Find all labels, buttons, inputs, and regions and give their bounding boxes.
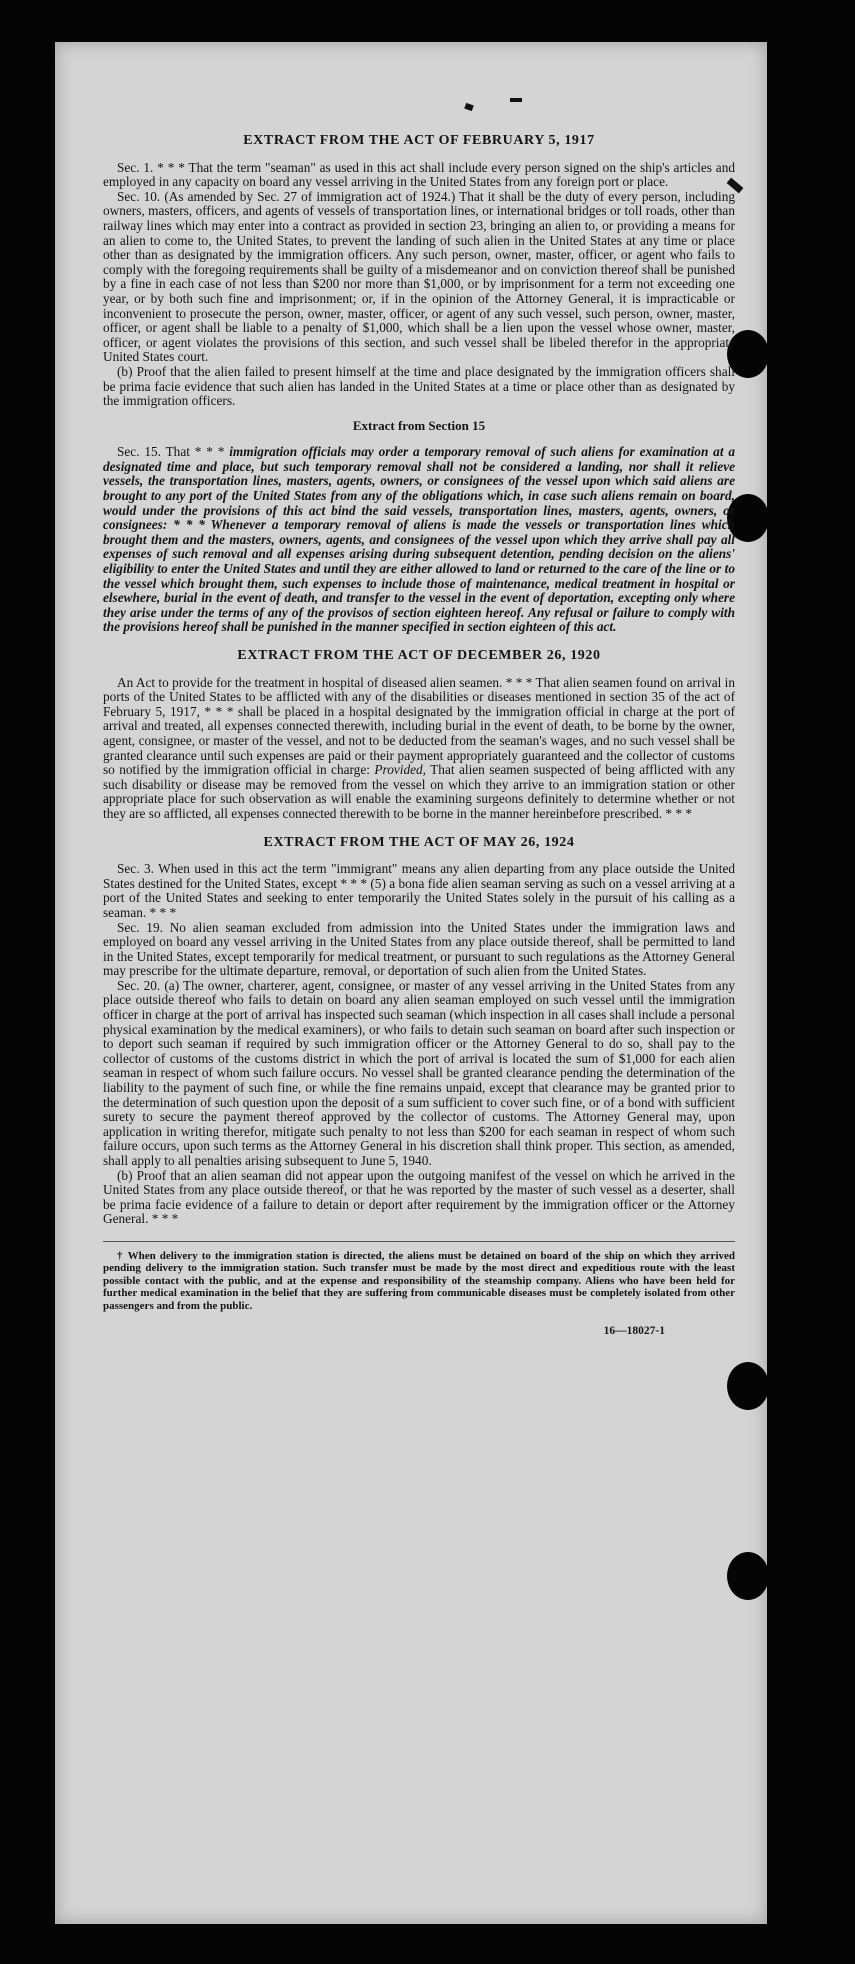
paragraph: (b) Proof that an alien seaman did not appear upon the outgoing manifest of the vessel on which he arrived in the United States from any place outside thereof, or that he was reported by the master of such vessel as a deserter, shall be prima facie evidence of a failure to detain or deport after requirement by the immigration officer or the Attorney General. * * * xyxy=(103,1167,735,1227)
paragraph xyxy=(103,676,735,822)
paragraph-text: That alien seamen suspected of being afflicted with any such disability or disease may be removed from the vessel on which they arrive to an immigration station or other appropriate place for such observation as will enable the examining surgeons definitely to determine whether or not they are so afflicted, all expenses connected therewith to be borne in the manner hereinbefore prescribed. * * * xyxy=(103,762,735,821)
paragraph: Sec. 1. * * * That the term "seaman" as used in this act shall include every person signed on the ship's articles and employed in any capacity on board any vessel arriving in the United States from any foreign port or place. xyxy=(103,159,735,190)
paragraph-text: An Act to provide for the treatment in hospital of diseased alien seamen. * * * That alien seamen found on arrival in ports of the United States to be afflicted with any of the disabilities or diseases mentioned in section 35 of the act of February 5, 1917, * * * shall be placed in a hospital designated by the immigration official in charge at the port of arrival and treated, all expenses connected therewith, including burial in the event of death, to be borne by the owner, agent, consignee, or master of the vessel, and not to be deducted from the seaman's wages, and no such vessel shall be granted clearance until such expenses are paid or their payment appropriately guaranteed and the collector of customs so notified by the immigration official in charge: xyxy=(103,674,735,778)
paragraph: Sec. 10. (As amended by Sec. 27 of immigration act of 1924.) That it shall be the duty of every person, including owners, masters, officers, and agents of vessels of transportation lines, or international bridges or toll roads, other than railway lines which may enter into a contract as provided in section 23, bringing an alien to, or providing a means for an alien to come to, the United States, to prevent the landing of such alien in the United States at any time or place other than as designated by the immigration officers. Any such person, owner, master, officer, or agent who fails to comply with the foregoing requirements shall be guilty of a misdemeanor and on conviction thereof shall be punished by a fine in each case of not less than $200 nor more than $1,000, or by imprisonment for a term not exceeding one year, or by both such fine and imprisonment; or, if in the opinion of the Attorney General, it is impracticable or inconvenient to prosecute the person, owner, master, officer, or agent of any such vessel, such person, owner, master, officer, or agent shall be liable to a penalty of $1,000, which shall be a lien upon the vessel whose owner, master, officer, or agent violates the provisions of this section, and such vessel shall be libeled therefor in the appropriate United States court. xyxy=(103,188,735,365)
document-page xyxy=(55,42,767,1924)
section-heading: EXTRACT FROM THE ACT OF FEBRUARY 5, 1917 xyxy=(243,133,595,148)
section-heading: Extract from Section 15 xyxy=(352,417,486,433)
footnote xyxy=(103,1241,735,1312)
paragraph xyxy=(103,445,735,635)
italic-text: Provided, xyxy=(374,762,426,778)
italic-text: immigration officials may order a temporary removal of such aliens for examination at a designated time and place, but such temporary removal shall not be considered a landing, nor shall it relieve vessels, the transportation lines, masters, agents, owners, or consignees of the vessel upon which said aliens are brought to any port of the United States from any of the obligations which, in case such aliens remain on board, would under the provisions of this act bind the said vessels, transportation lines, masters, agents, owners, or consignees: * * * Whenever a temporary removal of aliens is made the vessels or transportation lines which brought them and the masters, owners, agents, and consignees of the vessel upon which they arrive shall pay all expenses of such removal and all expenses arising during subsequent detention, pending decision on the aliens' eligibility to enter the United States and until they are either allowed to land or returned to the care of the line or to the vessel which brought them, such expenses to include those of maintenance, medical treatment in hospital or elsewhere, burial in the event of death, and transfer to the vessel in the event of deportation, excepting only where they arise under the terms of any of the provisos of section eighteen hereof. Any refusal or failure to comply with the provisions hereof shall be punished in the manner specified in section eighteen of this act. xyxy=(103,444,735,635)
section-heading: EXTRACT FROM THE ACT OF DECEMBER 26, 1920 xyxy=(237,648,601,663)
paragraph: (b) Proof that the alien failed to present himself at the time and place designated by the immigration officers shall be prima facie evidence that such alien has landed in the United States at a time or place other than as designated by the immigration officers. xyxy=(103,363,735,409)
paragraph-lead: Sec. 15. That * * * xyxy=(117,444,225,460)
paragraph: Sec. 3. When used in this act the term "immigrant" means any alien departing from any place outside the United States destined for the United States, except * * * (5) a bona fide alien seaman serving as such on a vessel arriving at a port of the United States and seeking to enter temporarily the United States solely in the pursuit of his calling as a seaman. * * * xyxy=(103,861,735,920)
paragraph: Sec. 20. (a) The owner, charterer, agent, consignee, or master of any vessel arriving in the United States from any place outside thereof who fails to detain on board any alien seaman employed on such vessel until the immigration officer in charge at the port of arrival has inspected such seaman (which inspection in all cases shall include a personal physical examination by the medical examiners), or who fails to detain such seaman on board after such inspection or to deport such seaman if required by such immigration officer or the Attorney General to do so, shall pay to the collector of customs of the customs district in which the port of arrival is located the sum of $1,000 for each alien seaman in respect of whom such failure occurs. No vessel shall be granted clearance pending the determination of the liability to the payment of such fine, or while the fine remains unpaid, except that clearance may be granted prior to the determination of such question upon the deposit of a sum sufficient to cover such fine, or of a bond with sufficient surety to secure the payment thereof approved by the collector of customs. The Attorney General may, upon application in writing therefor, mitigate such penalty to not less than $200 for each seaman in respect of whom such failure occurs, upon such terms as the Attorney General in his discretion shall think proper. This section, as amended, shall apply to all penalties arising subsequent to June 5, 1940. xyxy=(103,977,735,1168)
ink-speck xyxy=(464,103,474,111)
footnote-text: † When delivery to the immigration station is directed, the aliens must be detained on board of the ship on which they arrived pending delivery to the immigration station. Such transfer must be made by the most direct and expeditious route with the least possible contact with the public, and at the expense and responsibility of the steamship company. Aliens who have been held for further medical examination in the belief that they are suffering from communicable diseases must be completely isolated from other passengers and from the public. xyxy=(103,1249,735,1312)
punch-hole xyxy=(727,1362,769,1410)
document-body xyxy=(103,134,735,1339)
section-heading: EXTRACT FROM THE ACT OF MAY 26, 1924 xyxy=(263,834,575,850)
form-code: 16—18027-1 xyxy=(603,1325,665,1337)
punch-hole xyxy=(727,1552,769,1600)
paragraph: Sec. 19. No alien seaman excluded from admission into the United States under the immigration laws and employed on board any vessel arriving in the United States from any place outside thereof, shall be permitted to land in the United States, except temporarily for medical treatment, or pursuant to such regulations as the Attorney General may prescribe for the ultimate departure, removal, or deportation of such alien from the United States. xyxy=(103,919,735,979)
ink-speck xyxy=(510,98,522,102)
